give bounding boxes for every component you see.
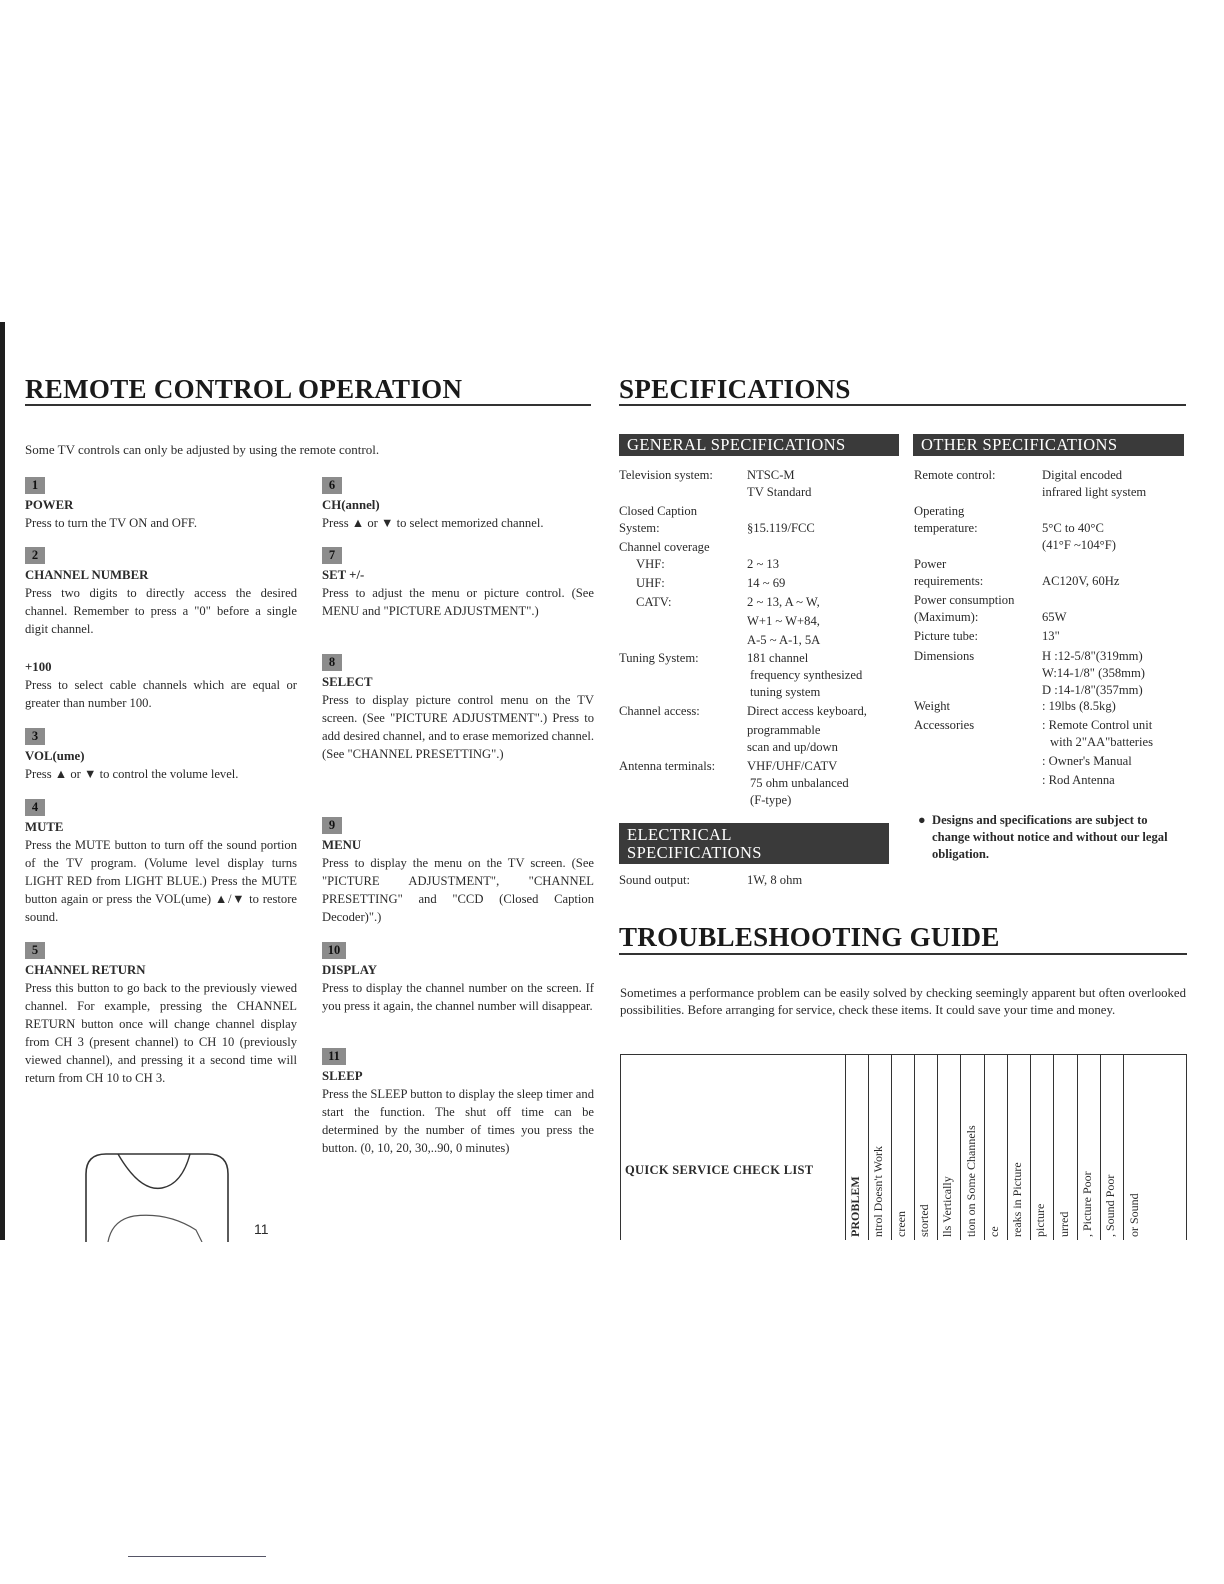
spec-vhf-label: VHF:: [636, 557, 665, 571]
spec-access-label: Channel access:: [619, 704, 700, 718]
spec-power-cons-value: 65W: [1042, 610, 1067, 624]
spec-acc-value-3: : Owner's Manual: [1042, 754, 1132, 768]
item-number: 9: [322, 817, 342, 834]
spec-dim-value-3: D :14-1/8"(357mm): [1042, 683, 1143, 697]
spec-access-value-2: programmable: [747, 723, 821, 737]
column-header: ntrol Doesn't Work: [868, 1055, 891, 1240]
spec-cc-value: §15.119/FCC: [747, 521, 815, 535]
item-description: Press to display picture control menu on the TV screen. (See "PICTURE ADJUSTMENT".) Press to add desired channel, and to erase memorized channel. (See "CHANNEL PRESETTING".): [322, 693, 594, 761]
remote-item-menu: [322, 816, 594, 926]
spec-tuning-value-2: frequency synthesized: [750, 668, 863, 682]
column-header-problem: PROBLEM: [845, 1055, 868, 1240]
spec-access-value-3: scan and up/down: [747, 740, 838, 754]
spec-weight-label: Weight: [914, 699, 951, 713]
quick-service-check-list-table: [620, 1054, 1187, 1240]
quick-service-check-list-label: QUICK SERVICE CHECK LIST: [625, 1163, 814, 1177]
scan-edge: [0, 322, 5, 1240]
remote-item-display: [322, 941, 594, 1015]
remote-item-channel: [322, 476, 594, 532]
remote-intro: Some TV controls can only be adjusted by using the remote control.: [25, 442, 380, 457]
remote-item-sleep: [322, 1047, 594, 1157]
remote-item-channel-return: [25, 941, 297, 1087]
spec-cc-label: Closed Caption: [619, 504, 698, 518]
troubleshooting-intro: Sometimes a performance problem can be easily solved by checking seemingly apparent but often overlooked possibilities. Before arranging for service, check these items. It could save your time and money.: [620, 986, 1186, 1017]
electrical-title-line-2: SPECIFICATIONS: [627, 843, 762, 862]
spec-antenna-value-2: 75 ohm unbalanced: [750, 776, 849, 790]
remote-heading-rule: [25, 404, 591, 406]
item-description: Press ▲ or ▼ to select memorized channel.: [322, 516, 544, 530]
spec-remote-value: Digital encoded: [1042, 468, 1123, 482]
remote-item-plus-100: [25, 658, 297, 712]
spec-sound-value: 1W, 8 ohm: [747, 873, 803, 887]
spec-acc-label: Accessories: [914, 718, 975, 732]
spec-weight-value: : 19lbs (8.5kg): [1042, 699, 1116, 713]
spec-acc-value: : Remote Control unit: [1042, 718, 1153, 732]
spec-power-cons-label: Power consumption: [914, 593, 1015, 607]
spec-tuning-label: Tuning System:: [619, 651, 699, 665]
item-description: Press ▲ or ▼ to control the volume level.: [25, 767, 239, 781]
spec-power-cons-label-2: (Maximum):: [914, 610, 979, 624]
specs-heading-rule: [619, 404, 1186, 406]
spec-dim-label: Dimensions: [914, 649, 975, 663]
remote-item-mute: [25, 798, 297, 926]
spec-acc-value-2: with 2"AA"batteries: [1050, 735, 1153, 749]
spec-dim-value-2: W:14-1/8" (358mm): [1042, 666, 1145, 680]
column-header: picture: [1030, 1055, 1053, 1240]
spec-remote-label: Remote control:: [914, 468, 996, 482]
column-header: , Sound Poor: [1100, 1055, 1123, 1240]
item-description: Press to turn the TV ON and OFF.: [25, 516, 198, 530]
item-title: CHANNEL NUMBER: [25, 568, 149, 582]
spec-tuning-value-3: tuning system: [750, 685, 821, 699]
page-number: 11: [254, 1221, 269, 1237]
spec-access-value: Direct access keyboard,: [747, 704, 867, 718]
spec-sound-label: Sound output:: [619, 873, 691, 887]
column-header: urred: [1053, 1055, 1077, 1240]
column-header: reaks in Picture: [1007, 1055, 1030, 1240]
other-specs-bar: OTHER SPECIFICATIONS: [913, 434, 1184, 456]
spec-op-temp-value-2: (41°F ~104°F): [1042, 538, 1116, 552]
item-number: 7: [322, 547, 342, 564]
spec-uhf-label: UHF:: [636, 576, 665, 590]
item-number: 2: [25, 547, 45, 564]
spec-antenna-value: VHF/UHF/CATV: [747, 759, 838, 773]
spec-vhf-value: 2 ~ 13: [747, 557, 780, 571]
spec-tv-system-label: Television system:: [619, 468, 713, 482]
item-number: 10: [322, 942, 346, 959]
troubleshooting-heading: TROUBLESHOOTING GUIDE: [619, 922, 1000, 952]
item-title: SET +/-: [322, 568, 365, 582]
spec-catv-value-3: A-5 ~ A-1, 5A: [747, 633, 821, 647]
spec-tube-value: 13": [1042, 629, 1060, 643]
spec-dim-value: H :12-5/8"(319mm): [1042, 649, 1143, 663]
column-header: , Picture Poor: [1077, 1055, 1100, 1240]
remote-item-channel-number: [25, 546, 297, 638]
item-description: Press the MUTE button to turn off the sound portion of the TV program. (Volume level display turns LIGHT RED from LIGHT BLUE.) Press the MUTE button again or press the VOL(ume) ▲/▼ to restore sound.: [25, 838, 297, 924]
remote-item-select: [322, 653, 594, 763]
remote-outline-illustration: [78, 1150, 248, 1242]
spec-antenna-value-3: (F-type): [750, 793, 792, 807]
item-title: SLEEP: [322, 1069, 363, 1083]
column-header: storted: [914, 1055, 937, 1240]
remote-heading: REMOTE CONTROL OPERATION: [25, 374, 463, 404]
column-header: creen: [891, 1055, 914, 1240]
item-description: Press this button to go back to the previously viewed channel. For example, pressing the CHANNEL RETURN button once will change channel display from CH 3 (present channel) to CH 10 (previously viewed channel), and pressing it a second time will return from CH 10 to CH 3.: [25, 981, 297, 1085]
item-number: 6: [322, 477, 342, 494]
item-title: CH(annel): [322, 498, 380, 512]
item-number: 8: [322, 654, 342, 671]
remote-item-volume: [25, 727, 297, 783]
spec-op-temp-value: 5°C to 40°C: [1042, 521, 1104, 535]
column-header: or Sound: [1123, 1055, 1147, 1240]
item-number: 1: [25, 477, 45, 494]
spec-op-temp-label: Operating: [914, 504, 965, 518]
spec-cc-label-2: System:: [619, 521, 660, 535]
specs-heading: SPECIFICATIONS: [619, 374, 851, 404]
spec-tube-label: Picture tube:: [914, 629, 979, 643]
troubleshooting-heading-rule: [619, 953, 1187, 955]
general-specs-bar: GENERAL SPECIFICATIONS: [619, 434, 899, 456]
item-title: DISPLAY: [322, 963, 377, 977]
item-description: Press two digits to directly access the desired channel. Remember to press a "0" before a single digit channel.: [25, 586, 297, 636]
item-title: CHANNEL RETURN: [25, 963, 146, 977]
item-description: Press to adjust the menu or picture control. (See MENU and "PICTURE ADJUSTMENT".): [322, 586, 594, 618]
spec-tv-system-value: NTSC-M: [747, 468, 795, 482]
item-description: Press to select cable channels which are equal or greater than number 100.: [25, 678, 297, 710]
column-header: ce: [984, 1055, 1007, 1240]
spec-power-req-label-2: requirements:: [914, 574, 984, 588]
spec-power-req-label: Power: [914, 557, 947, 571]
spec-catv-value-2: W+1 ~ W+84,: [747, 614, 820, 628]
item-number: 5: [25, 942, 45, 959]
electrical-specs-bar: [619, 823, 889, 864]
specs-disclaimer-text: Designs and specifications are subject to change without notice and without our legal obligation.: [932, 813, 1168, 861]
column-header: tion on Some Channels: [960, 1055, 984, 1240]
spec-catv-value: 2 ~ 13, A ~ W,: [747, 595, 820, 609]
spec-catv-label: CATV:: [636, 595, 672, 609]
spec-tuning-value: 181 channel: [747, 651, 809, 665]
item-description: Press to display the channel number on the screen. If you press it again, the channel number will disappear.: [322, 981, 594, 1013]
item-number: 11: [322, 1048, 346, 1065]
item-title: MUTE: [25, 820, 64, 834]
column-header: lls Vertically: [937, 1055, 960, 1240]
item-title: POWER: [25, 498, 74, 512]
item-title: VOL(ume): [25, 749, 85, 763]
spec-uhf-value: 14 ~ 69: [747, 576, 786, 590]
spec-op-temp-label-2: temperature:: [914, 521, 978, 535]
bullet-icon: ●: [918, 813, 926, 827]
specs-disclaimer-note: [918, 812, 1186, 863]
electrical-title-line-1: ELECTRICAL: [627, 825, 732, 844]
spec-tv-system-value-2: TV Standard: [747, 485, 812, 499]
item-title: MENU: [322, 838, 362, 852]
item-number: 4: [25, 799, 45, 816]
item-description: Press the SLEEP button to display the sleep timer and start the function. The shut off time can be determined by the number of times you press the button. (0, 10, 20, 30,..90, 0 minutes): [322, 1087, 594, 1155]
footer-line: [128, 1556, 266, 1557]
spec-acc-value-4: : Rod Antenna: [1042, 773, 1115, 787]
remote-item-power: [25, 476, 297, 532]
spec-power-req-value: AC120V, 60Hz: [1042, 574, 1120, 588]
item-title: +100: [25, 660, 52, 674]
spec-coverage-label: Channel coverage: [619, 540, 710, 554]
spec-antenna-label: Antenna terminals:: [619, 759, 716, 773]
remote-item-set: [322, 546, 594, 620]
item-title: SELECT: [322, 675, 373, 689]
item-number: 3: [25, 728, 45, 745]
spec-remote-value-2: infrared light system: [1042, 485, 1147, 499]
item-description: Press to display the menu on the TV screen. (See "PICTURE ADJUSTMENT", "CHANNEL PRESETTING" and "CCD (Closed Caption Decoder)".): [322, 856, 594, 924]
